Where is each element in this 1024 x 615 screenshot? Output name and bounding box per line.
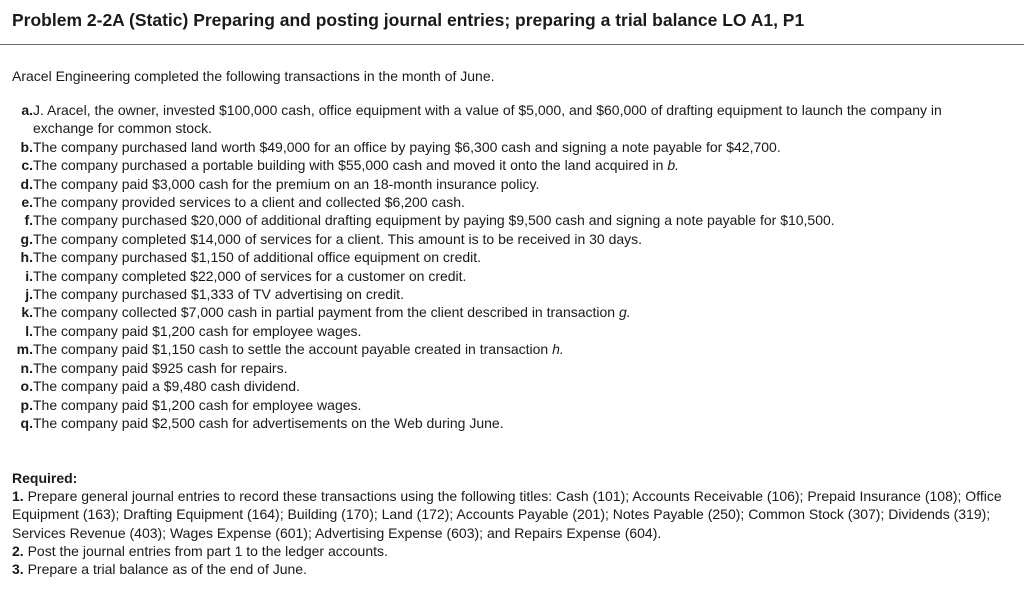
transaction-letter: o. (20, 378, 33, 395)
transaction-description: The company paid a $9,480 cash dividend. (33, 378, 300, 395)
transaction-item (12, 359, 1002, 377)
transaction-item (12, 414, 1002, 432)
transaction-letter: b. (20, 138, 33, 155)
transaction-text (33, 267, 1002, 285)
required-heading: Required: (12, 470, 78, 486)
transaction-text (33, 248, 1002, 266)
transaction-description: The company collected $7,000 cash in partial payment from the client described in transaction (33, 304, 619, 321)
transaction-item (12, 156, 1002, 174)
transaction-description: The company purchased $20,000 of additional drafting equipment by paying $9,500 cash and signing a note payable for $10,500. (33, 212, 835, 229)
transaction-text (33, 156, 1002, 174)
transaction-letter: j. (25, 286, 33, 303)
transaction-text (33, 193, 1002, 211)
transaction-description: The company paid $1,150 cash to settle the account payable created in transaction (33, 341, 553, 358)
transaction-reference: h. (552, 341, 564, 358)
transaction-text (33, 322, 1002, 340)
required-item-number: 1. (12, 488, 24, 505)
transaction-item (12, 101, 1002, 138)
transaction-description: The company paid $925 cash for repairs. (33, 359, 288, 376)
transaction-item (12, 138, 1002, 156)
intro-text: Aracel Engineering completed the following transactions in the month of June. (12, 68, 495, 84)
transaction-letter: e. (21, 194, 33, 211)
transaction-list (12, 101, 1002, 432)
transaction-text (33, 101, 1002, 138)
required-item (12, 560, 1002, 578)
title-divider (0, 44, 1024, 45)
transaction-text (33, 230, 1002, 248)
transaction-item (12, 193, 1002, 211)
transaction-item (12, 211, 1002, 229)
transaction-item (12, 396, 1002, 414)
transaction-description: The company provided services to a client and collected $6,200 cash. (33, 194, 465, 211)
required-item-text: Prepare general journal entries to record these transactions using the following titles: Cash (101); Accounts Receivable (106); Prepaid Insurance (108); Office Equipment (163); Drafting Equipment (164); Building (170); Land (172); Accounts Payable (201); Notes Payable (250); Common Stock (307); Dividends (319); Services Revenue (403); Wages Expense (601); Advertising Expense (603); and Repairs Expense (604). (12, 488, 1002, 541)
transaction-letter: d. (20, 175, 33, 192)
transaction-item (12, 303, 1002, 321)
transaction-description: The company completed $22,000 of services for a customer on credit. (33, 267, 467, 284)
transaction-item (12, 230, 1002, 248)
required-item (12, 542, 1002, 560)
transaction-item (12, 285, 1002, 303)
transaction-description: The company purchased $1,333 of TV advertising on credit. (33, 286, 404, 303)
transaction-letter: n. (20, 359, 33, 376)
transaction-letter: h. (20, 249, 33, 266)
transaction-letter: i. (25, 267, 33, 284)
transaction-text (33, 414, 1002, 432)
required-item (12, 487, 1002, 542)
transaction-text (33, 285, 1002, 303)
required-item-number: 3. (12, 561, 24, 578)
required-item-text: Post the journal entries from part 1 to the ledger accounts. (23, 542, 388, 559)
transaction-description: The company purchased $1,150 of additional office equipment on credit. (33, 249, 482, 266)
transaction-description: The company paid $2,500 cash for advertisements on the Web during June. (33, 414, 504, 431)
transaction-text (33, 211, 1002, 229)
transaction-description: The company paid $3,000 cash for the premium on an 18-month insurance policy. (33, 175, 540, 192)
transaction-reference: b. (667, 157, 679, 174)
transaction-letter: c. (21, 157, 33, 174)
transaction-text (33, 138, 1002, 156)
transaction-text (33, 396, 1002, 414)
transaction-item (12, 377, 1002, 395)
required-item-number: 2. (12, 542, 24, 559)
transaction-description: The company completed $14,000 of services for a client. This amount is to be received in 30 days. (33, 230, 643, 247)
transaction-text (33, 359, 1002, 377)
transaction-letter: m. (16, 341, 33, 358)
problem-title: Problem 2-2A (Static) Preparing and posting journal entries; preparing a trial balance LO A1, P1 (12, 10, 805, 30)
transaction-letter: q. (20, 414, 33, 431)
required-list (12, 487, 1002, 578)
transaction-text (33, 303, 1002, 321)
transaction-letter: a. (21, 102, 33, 118)
transaction-reference: g. (618, 304, 631, 321)
transaction-item (12, 340, 1002, 358)
transaction-text (33, 377, 1002, 395)
transaction-item (12, 175, 1002, 193)
transaction-letter: g. (20, 230, 33, 247)
transaction-text (33, 175, 1002, 193)
transaction-item (12, 322, 1002, 340)
transaction-description: The company paid $1,200 cash for employee wages. (33, 396, 362, 413)
transaction-letter: l. (25, 322, 33, 339)
required-section (12, 469, 1002, 578)
transaction-letter: k. (21, 304, 33, 321)
required-item-text: Prepare a trial balance as of the end of June. (23, 561, 307, 578)
transaction-item (12, 248, 1002, 266)
transaction-description: J. Aracel, the owner, invested $100,000 cash, office equipment with a value of $5,000, and $60,000 of drafting equipment to launch the company in exchange for common stock. (33, 102, 942, 137)
transaction-description: The company purchased land worth $49,000 for an office by paying $6,300 cash and signing a note payable for $42,700. (33, 138, 781, 155)
transaction-text (33, 340, 1002, 358)
transaction-letter: p. (20, 396, 33, 413)
transaction-letter: f. (24, 212, 33, 229)
transaction-description: The company paid $1,200 cash for employee wages. (33, 322, 362, 339)
transaction-item (12, 267, 1002, 285)
transaction-description: The company purchased a portable building with $55,000 cash and moved it onto the land acquired in (33, 157, 668, 174)
